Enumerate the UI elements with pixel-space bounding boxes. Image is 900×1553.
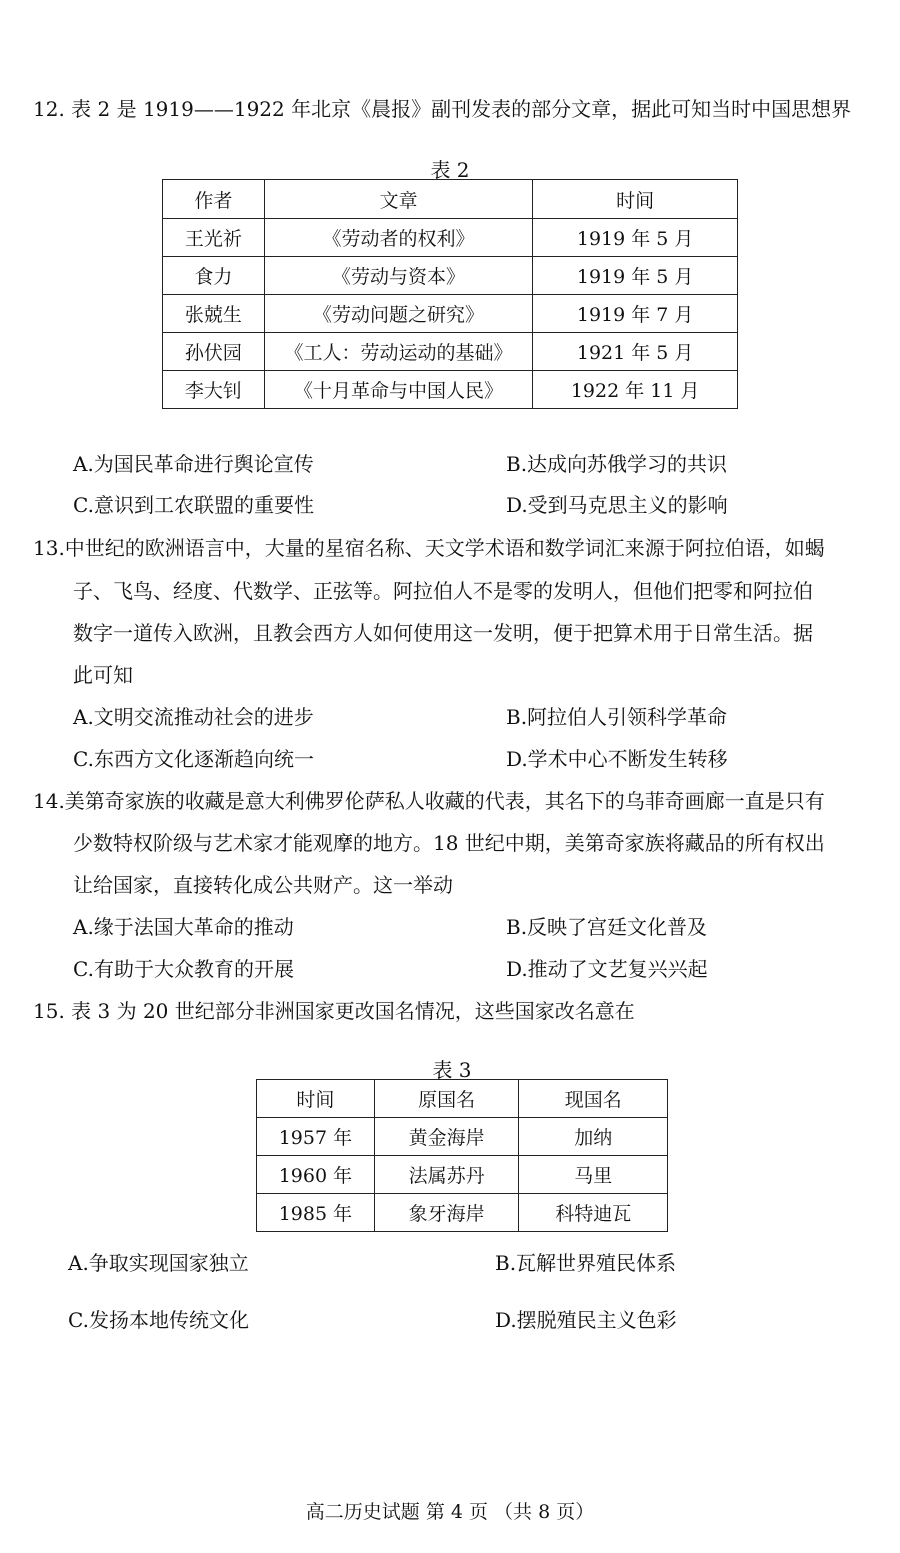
question-13-line-2: 子、飞鸟、经度、代数学、正弦等。阿拉伯人不是零的发明人，但他们把零和阿拉伯 [73, 579, 813, 603]
q12-option-b[interactable]: B.达成向苏俄学习的共识 [506, 452, 728, 476]
table-cell: 1922 年 11 月 [533, 371, 738, 409]
table-cell: 李大钊 [163, 371, 265, 409]
table-cell: 食力 [163, 257, 265, 295]
table-3-header-row [257, 1080, 668, 1118]
q13-option-a[interactable]: A.文明交流推动社会的进步 [73, 705, 314, 729]
table-cell: 《劳动问题之研究》 [264, 295, 533, 333]
q12-option-a[interactable]: A.为国民革命进行舆论宣传 [73, 452, 314, 476]
q15-option-b[interactable]: B.瓦解世界殖民体系 [495, 1251, 677, 1275]
table-row [257, 1118, 668, 1156]
question-14-line-1: 14.美第奇家族的收藏是意大利佛罗伦萨私人收藏的代表，其名下的乌菲奇画廊一直是只有 [33, 789, 825, 813]
q13-option-b[interactable]: B.阿拉伯人引领科学革命 [506, 705, 728, 729]
table-row [257, 1194, 668, 1232]
table-2-header-author: 作者 [163, 180, 265, 219]
question-15-stem: 15. 表 3 为 20 世纪部分非洲国家更改国名情况，这些国家改名意在 [33, 999, 635, 1023]
table-cell: 《劳动与资本》 [264, 257, 533, 295]
q14-option-b[interactable]: B.反映了宫廷文化普及 [506, 915, 708, 939]
table-cell: 《十月革命与中国人民》 [264, 371, 533, 409]
q15-option-d[interactable]: D.摆脱殖民主义色彩 [495, 1308, 677, 1332]
question-13-line-4: 此可知 [73, 663, 133, 687]
table-row [163, 371, 738, 409]
table-2 [162, 179, 738, 409]
question-13-line-3: 数字一道传入欧洲，且教会西方人如何使用这一发明，便于把算术用于日常生活。据 [73, 621, 813, 645]
q13-option-c[interactable]: C.东西方文化逐渐趋向统一 [73, 747, 314, 771]
table-cell: 《工人：劳动运动的基础》 [264, 333, 533, 371]
table-2-caption: 表 2 [430, 158, 470, 182]
q15-option-a[interactable]: A.争取实现国家独立 [68, 1251, 249, 1275]
table-row [163, 257, 738, 295]
table-cell: 法属苏丹 [374, 1156, 519, 1194]
table-3-header-old-name: 原国名 [374, 1080, 519, 1118]
table-cell: 1985 年 [257, 1194, 375, 1232]
q14-option-a[interactable]: A.缘于法国大革命的推动 [73, 915, 294, 939]
table-cell: 孙伏园 [163, 333, 265, 371]
table-3-header-time: 时间 [257, 1080, 375, 1118]
table-cell: 象牙海岸 [374, 1194, 519, 1232]
table-cell: 1919 年 7 月 [533, 295, 738, 333]
table-2-header-article: 文章 [264, 180, 533, 219]
table-cell: 加纳 [519, 1118, 668, 1156]
table-cell: 1921 年 5 月 [533, 333, 738, 371]
table-row [163, 333, 738, 371]
question-12-stem: 12. 表 2 是 1919——1922 年北京《晨报》副刊发表的部分文章，据此可知当时中国思想界 [33, 97, 852, 121]
q14-option-d[interactable]: D.推动了文艺复兴兴起 [506, 957, 708, 981]
table-3-caption: 表 3 [432, 1058, 472, 1082]
q15-option-c[interactable]: C.发扬本地传统文化 [68, 1308, 249, 1332]
q13-option-d[interactable]: D.学术中心不断发生转移 [506, 747, 728, 771]
table-cell: 1919 年 5 月 [533, 219, 738, 257]
table-3-header-new-name: 现国名 [519, 1080, 668, 1118]
table-2-header-row [163, 180, 738, 219]
table-row [257, 1156, 668, 1194]
table-cell: 1919 年 5 月 [533, 257, 738, 295]
page-footer: 高二历史试题 第 4 页 （共 8 页） [305, 1501, 595, 1523]
table-row [163, 219, 738, 257]
table-cell: 《劳动者的权利》 [264, 219, 533, 257]
table-cell: 黄金海岸 [374, 1118, 519, 1156]
question-13-line-1: 13.中世纪的欧洲语言中，大量的星宿名称、天文学术语和数学词汇来源于阿拉伯语，如蝎 [33, 536, 825, 560]
table-cell: 1960 年 [257, 1156, 375, 1194]
table-cell: 科特迪瓦 [519, 1194, 668, 1232]
question-14-line-2: 少数特权阶级与艺术家才能观摩的地方。18 世纪中期，美第奇家族将藏品的所有权出 [73, 831, 825, 855]
table-cell: 张兢生 [163, 295, 265, 333]
question-14-line-3: 让给国家，直接转化成公共财产。这一举动 [73, 873, 453, 897]
table-row [163, 295, 738, 333]
q12-option-d[interactable]: D.受到马克思主义的影响 [506, 493, 728, 517]
table-3 [256, 1079, 668, 1232]
table-cell: 马里 [519, 1156, 668, 1194]
q14-option-c[interactable]: C.有助于大众教育的开展 [73, 957, 294, 981]
table-cell: 王光祈 [163, 219, 265, 257]
table-2-header-time: 时间 [533, 180, 738, 219]
table-cell: 1957 年 [257, 1118, 375, 1156]
q12-option-c[interactable]: C.意识到工农联盟的重要性 [73, 493, 314, 517]
